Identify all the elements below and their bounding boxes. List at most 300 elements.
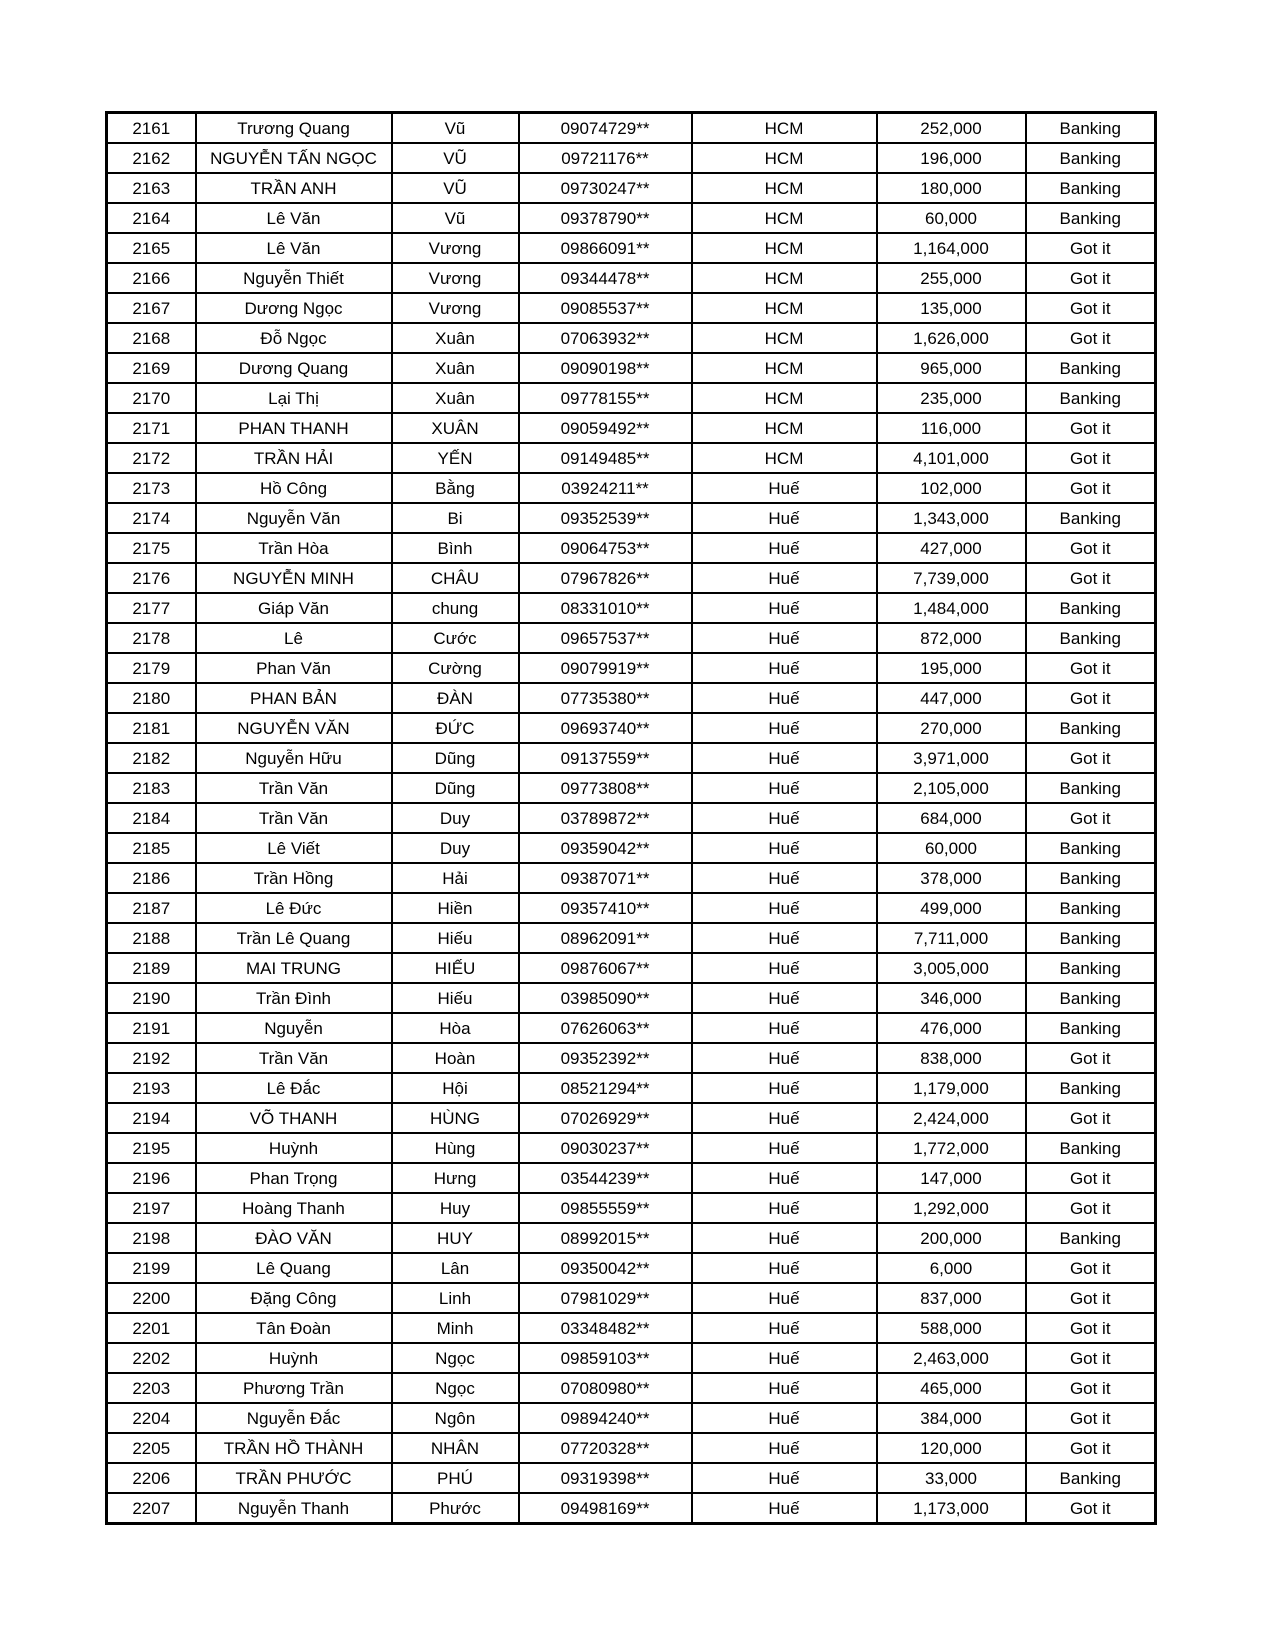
table-row <box>107 1493 1156 1524</box>
cell-id: 2180 <box>107 683 196 713</box>
cell-id: 2186 <box>107 863 196 893</box>
cell-first-name: Hoàng Thanh <box>196 1193 392 1223</box>
cell-status: Got it <box>1026 1313 1156 1343</box>
cell-status: Banking <box>1026 713 1156 743</box>
cell-phone: 09721176** <box>519 143 692 173</box>
cell-phone: 08331010** <box>519 593 692 623</box>
cell-id: 2179 <box>107 653 196 683</box>
table-row <box>107 743 1156 773</box>
cell-amount: 116,000 <box>877 413 1026 443</box>
table-row <box>107 1133 1156 1163</box>
cell-first-name: Trương Quang <box>196 113 392 144</box>
cell-first-name: Trần Đình <box>196 983 392 1013</box>
table-row <box>107 203 1156 233</box>
cell-status: Banking <box>1026 593 1156 623</box>
cell-city: Huế <box>692 893 877 923</box>
cell-last-name: Hoàn <box>392 1043 519 1073</box>
table-row <box>107 1013 1156 1043</box>
cell-status: Got it <box>1026 443 1156 473</box>
cell-city: Huế <box>692 653 877 683</box>
cell-last-name: Ngọc <box>392 1373 519 1403</box>
cell-id: 2162 <box>107 143 196 173</box>
table-row <box>107 1253 1156 1283</box>
cell-last-name: HUY <box>392 1223 519 1253</box>
cell-city: Huế <box>692 1223 877 1253</box>
cell-amount: 499,000 <box>877 893 1026 923</box>
cell-first-name: Dương Quang <box>196 353 392 383</box>
cell-id: 2191 <box>107 1013 196 1043</box>
cell-last-name: XUÂN <box>392 413 519 443</box>
cell-status: Got it <box>1026 233 1156 263</box>
cell-last-name: CHÂU <box>392 563 519 593</box>
cell-status: Banking <box>1026 1013 1156 1043</box>
cell-phone: 09855559** <box>519 1193 692 1223</box>
cell-last-name: ĐỨC <box>392 713 519 743</box>
cell-amount: 588,000 <box>877 1313 1026 1343</box>
cell-amount: 838,000 <box>877 1043 1026 1073</box>
cell-city: HCM <box>692 293 877 323</box>
cell-status: Banking <box>1026 1463 1156 1493</box>
table-row <box>107 653 1156 683</box>
cell-amount: 837,000 <box>877 1283 1026 1313</box>
cell-id: 2199 <box>107 1253 196 1283</box>
cell-city: Huế <box>692 863 877 893</box>
table-row <box>107 173 1156 203</box>
cell-phone: 07063932** <box>519 323 692 353</box>
cell-city: Huế <box>692 563 877 593</box>
cell-city: Huế <box>692 1463 877 1493</box>
cell-phone: 09085537** <box>519 293 692 323</box>
cell-status: Got it <box>1026 1193 1156 1223</box>
cell-phone: 09859103** <box>519 1343 692 1373</box>
cell-amount: 1,173,000 <box>877 1493 1026 1524</box>
cell-id: 2170 <box>107 383 196 413</box>
cell-last-name: Vũ <box>392 113 519 144</box>
cell-first-name: TRẦN HẢI <box>196 443 392 473</box>
table-row <box>107 563 1156 593</box>
cell-phone: 09378790** <box>519 203 692 233</box>
cell-id: 2181 <box>107 713 196 743</box>
cell-amount: 2,105,000 <box>877 773 1026 803</box>
cell-last-name: chung <box>392 593 519 623</box>
cell-first-name: Phương Trần <box>196 1373 392 1403</box>
cell-phone: 09657537** <box>519 623 692 653</box>
cell-city: Huế <box>692 473 877 503</box>
table-row <box>107 983 1156 1013</box>
cell-last-name: HIẾU <box>392 953 519 983</box>
cell-amount: 872,000 <box>877 623 1026 653</box>
cell-city: Huế <box>692 593 877 623</box>
cell-phone: 09357410** <box>519 893 692 923</box>
cell-id: 2172 <box>107 443 196 473</box>
table-row <box>107 953 1156 983</box>
table-row <box>107 1043 1156 1073</box>
cell-id: 2198 <box>107 1223 196 1253</box>
cell-city: Huế <box>692 923 877 953</box>
cell-last-name: Huy <box>392 1193 519 1223</box>
cell-amount: 7,711,000 <box>877 923 1026 953</box>
table-row <box>107 503 1156 533</box>
cell-status: Got it <box>1026 473 1156 503</box>
cell-last-name: HÙNG <box>392 1103 519 1133</box>
table-body <box>107 113 1156 1524</box>
table-row <box>107 263 1156 293</box>
cell-phone: 08521294** <box>519 1073 692 1103</box>
cell-phone: 09730247** <box>519 173 692 203</box>
cell-city: Huế <box>692 1073 877 1103</box>
cell-city: Huế <box>692 503 877 533</box>
cell-first-name: NGUYỄN TẤN NGỌC <box>196 143 392 173</box>
cell-amount: 384,000 <box>877 1403 1026 1433</box>
cell-city: HCM <box>692 383 877 413</box>
cell-id: 2196 <box>107 1163 196 1193</box>
cell-phone: 07720328** <box>519 1433 692 1463</box>
table-row <box>107 593 1156 623</box>
table-row <box>107 143 1156 173</box>
cell-amount: 3,971,000 <box>877 743 1026 773</box>
cell-phone: 07735380** <box>519 683 692 713</box>
cell-phone: 03924211** <box>519 473 692 503</box>
cell-phone: 03544239** <box>519 1163 692 1193</box>
cell-last-name: Xuân <box>392 353 519 383</box>
cell-status: Got it <box>1026 293 1156 323</box>
cell-city: HCM <box>692 323 877 353</box>
cell-first-name: Nguyễn Thiết <box>196 263 392 293</box>
cell-first-name: VÕ THANH <box>196 1103 392 1133</box>
cell-status: Got it <box>1026 1283 1156 1313</box>
cell-status: Got it <box>1026 1433 1156 1463</box>
table-row <box>107 893 1156 923</box>
cell-amount: 235,000 <box>877 383 1026 413</box>
cell-phone: 09149485** <box>519 443 692 473</box>
cell-status: Banking <box>1026 203 1156 233</box>
cell-status: Banking <box>1026 863 1156 893</box>
cell-id: 2202 <box>107 1343 196 1373</box>
cell-amount: 427,000 <box>877 533 1026 563</box>
cell-first-name: NGUYỄN MINH <box>196 563 392 593</box>
cell-id: 2197 <box>107 1193 196 1223</box>
cell-city: Huế <box>692 983 877 1013</box>
cell-phone: 07967826** <box>519 563 692 593</box>
cell-phone: 09387071** <box>519 863 692 893</box>
cell-phone: 03348482** <box>519 1313 692 1343</box>
cell-city: HCM <box>692 173 877 203</box>
cell-phone: 09894240** <box>519 1403 692 1433</box>
cell-first-name: Phan Trọng <box>196 1163 392 1193</box>
cell-status: Banking <box>1026 173 1156 203</box>
cell-last-name: Hùng <box>392 1133 519 1163</box>
table-row <box>107 293 1156 323</box>
cell-id: 2184 <box>107 803 196 833</box>
cell-first-name: Lê Quang <box>196 1253 392 1283</box>
cell-id: 2187 <box>107 893 196 923</box>
cell-first-name: NGUYỄN VĂN <box>196 713 392 743</box>
table-row <box>107 443 1156 473</box>
cell-id: 2183 <box>107 773 196 803</box>
cell-last-name: Dũng <box>392 773 519 803</box>
cell-city: Huế <box>692 743 877 773</box>
cell-amount: 60,000 <box>877 833 1026 863</box>
cell-amount: 252,000 <box>877 113 1026 144</box>
cell-id: 2168 <box>107 323 196 353</box>
cell-first-name: Lê Văn <box>196 203 392 233</box>
cell-last-name: NHÂN <box>392 1433 519 1463</box>
cell-last-name: Xuân <box>392 323 519 353</box>
cell-phone: 03985090** <box>519 983 692 1013</box>
cell-amount: 1,772,000 <box>877 1133 1026 1163</box>
cell-id: 2165 <box>107 233 196 263</box>
cell-first-name: ĐÀO VĂN <box>196 1223 392 1253</box>
cell-status: Got it <box>1026 1103 1156 1133</box>
cell-status: Got it <box>1026 1253 1156 1283</box>
cell-status: Banking <box>1026 383 1156 413</box>
table-row <box>107 1283 1156 1313</box>
cell-first-name: TRẦN HỒ THÀNH <box>196 1433 392 1463</box>
cell-id: 2174 <box>107 503 196 533</box>
table-row <box>107 1403 1156 1433</box>
cell-amount: 2,463,000 <box>877 1343 1026 1373</box>
records-table <box>105 111 1157 1525</box>
cell-status: Banking <box>1026 143 1156 173</box>
cell-city: HCM <box>692 203 877 233</box>
cell-amount: 684,000 <box>877 803 1026 833</box>
cell-city: Huế <box>692 1373 877 1403</box>
cell-id: 2192 <box>107 1043 196 1073</box>
cell-last-name: YẾN <box>392 443 519 473</box>
cell-phone: 09352539** <box>519 503 692 533</box>
cell-first-name: Lê Viết <box>196 833 392 863</box>
cell-phone: 09498169** <box>519 1493 692 1524</box>
table-row <box>107 473 1156 503</box>
table-row <box>107 1343 1156 1373</box>
cell-phone: 09352392** <box>519 1043 692 1073</box>
cell-status: Got it <box>1026 323 1156 353</box>
cell-last-name: ĐÀN <box>392 683 519 713</box>
cell-last-name: Ngôn <box>392 1403 519 1433</box>
cell-city: Huế <box>692 1493 877 1524</box>
cell-phone: 09137559** <box>519 743 692 773</box>
cell-status: Got it <box>1026 653 1156 683</box>
cell-id: 2182 <box>107 743 196 773</box>
cell-phone: 09350042** <box>519 1253 692 1283</box>
cell-city: Huế <box>692 533 877 563</box>
cell-first-name: Nguyễn Thanh <box>196 1493 392 1524</box>
table-row <box>107 1433 1156 1463</box>
cell-city: HCM <box>692 443 877 473</box>
cell-last-name: Bằng <box>392 473 519 503</box>
cell-id: 2203 <box>107 1373 196 1403</box>
cell-city: Huế <box>692 623 877 653</box>
cell-first-name: Lại Thị <box>196 383 392 413</box>
cell-city: Huế <box>692 1193 877 1223</box>
cell-phone: 09866091** <box>519 233 692 263</box>
cell-phone: 09693740** <box>519 713 692 743</box>
cell-status: Got it <box>1026 1403 1156 1433</box>
cell-status: Banking <box>1026 923 1156 953</box>
table-row <box>107 1463 1156 1493</box>
cell-phone: 09074729** <box>519 113 692 144</box>
cell-phone: 09090198** <box>519 353 692 383</box>
cell-last-name: VŨ <box>392 143 519 173</box>
cell-city: Huế <box>692 1013 877 1043</box>
cell-amount: 200,000 <box>877 1223 1026 1253</box>
cell-first-name: TRẦN ANH <box>196 173 392 203</box>
cell-amount: 6,000 <box>877 1253 1026 1283</box>
cell-amount: 4,101,000 <box>877 443 1026 473</box>
table-row <box>107 413 1156 443</box>
cell-city: HCM <box>692 113 877 144</box>
cell-amount: 965,000 <box>877 353 1026 383</box>
cell-amount: 147,000 <box>877 1163 1026 1193</box>
table-row <box>107 533 1156 563</box>
cell-amount: 195,000 <box>877 653 1026 683</box>
cell-phone: 07026929** <box>519 1103 692 1133</box>
cell-city: Huế <box>692 833 877 863</box>
cell-city: HCM <box>692 143 877 173</box>
table-row <box>107 323 1156 353</box>
cell-last-name: Hội <box>392 1073 519 1103</box>
cell-amount: 102,000 <box>877 473 1026 503</box>
cell-amount: 120,000 <box>877 1433 1026 1463</box>
table-row <box>107 923 1156 953</box>
cell-amount: 180,000 <box>877 173 1026 203</box>
cell-id: 2175 <box>107 533 196 563</box>
cell-id: 2176 <box>107 563 196 593</box>
cell-phone: 09064753** <box>519 533 692 563</box>
cell-status: Banking <box>1026 113 1156 144</box>
cell-first-name: Lê Văn <box>196 233 392 263</box>
cell-status: Got it <box>1026 743 1156 773</box>
cell-id: 2167 <box>107 293 196 323</box>
cell-last-name: Vương <box>392 233 519 263</box>
cell-first-name: Đặng Công <box>196 1283 392 1313</box>
cell-id: 2204 <box>107 1403 196 1433</box>
cell-first-name: Lê Đắc <box>196 1073 392 1103</box>
cell-status: Banking <box>1026 773 1156 803</box>
cell-id: 2185 <box>107 833 196 863</box>
table-row <box>107 683 1156 713</box>
cell-id: 2177 <box>107 593 196 623</box>
table-row <box>107 1223 1156 1253</box>
cell-first-name: Nguyễn Hữu <box>196 743 392 773</box>
cell-first-name: TRẦN PHƯỚC <box>196 1463 392 1493</box>
cell-last-name: Linh <box>392 1283 519 1313</box>
cell-last-name: Bi <box>392 503 519 533</box>
cell-status: Banking <box>1026 893 1156 923</box>
cell-first-name: Huỳnh <box>196 1133 392 1163</box>
cell-status: Got it <box>1026 1493 1156 1524</box>
cell-amount: 447,000 <box>877 683 1026 713</box>
table-row <box>107 713 1156 743</box>
table-row <box>107 383 1156 413</box>
cell-phone: 09079919** <box>519 653 692 683</box>
table-row <box>107 833 1156 863</box>
cell-last-name: Cường <box>392 653 519 683</box>
cell-first-name: MAI TRUNG <box>196 953 392 983</box>
cell-city: HCM <box>692 263 877 293</box>
cell-id: 2201 <box>107 1313 196 1343</box>
cell-city: Huế <box>692 683 877 713</box>
cell-last-name: Hiền <box>392 893 519 923</box>
cell-last-name: Minh <box>392 1313 519 1343</box>
cell-first-name: Nguyễn <box>196 1013 392 1043</box>
cell-amount: 1,179,000 <box>877 1073 1026 1103</box>
cell-city: Huế <box>692 1283 877 1313</box>
table-row <box>107 1103 1156 1133</box>
cell-phone: 09778155** <box>519 383 692 413</box>
cell-first-name: Trần Văn <box>196 773 392 803</box>
cell-amount: 135,000 <box>877 293 1026 323</box>
cell-first-name: Trần Hòa <box>196 533 392 563</box>
table-row <box>107 1373 1156 1403</box>
cell-id: 2173 <box>107 473 196 503</box>
cell-status: Got it <box>1026 413 1156 443</box>
cell-first-name: Tân Đoàn <box>196 1313 392 1343</box>
cell-status: Banking <box>1026 953 1156 983</box>
cell-amount: 60,000 <box>877 203 1026 233</box>
cell-id: 2171 <box>107 413 196 443</box>
cell-city: HCM <box>692 353 877 383</box>
cell-status: Got it <box>1026 1343 1156 1373</box>
cell-city: Huế <box>692 1343 877 1373</box>
cell-id: 2193 <box>107 1073 196 1103</box>
cell-amount: 1,164,000 <box>877 233 1026 263</box>
cell-amount: 1,292,000 <box>877 1193 1026 1223</box>
cell-city: Huế <box>692 1403 877 1433</box>
cell-amount: 7,739,000 <box>877 563 1026 593</box>
cell-city: Huế <box>692 953 877 983</box>
cell-phone: 07981029** <box>519 1283 692 1313</box>
cell-city: Huế <box>692 1163 877 1193</box>
cell-id: 2205 <box>107 1433 196 1463</box>
cell-id: 2194 <box>107 1103 196 1133</box>
table-row <box>107 1193 1156 1223</box>
cell-amount: 476,000 <box>877 1013 1026 1043</box>
cell-id: 2178 <box>107 623 196 653</box>
cell-last-name: Vương <box>392 293 519 323</box>
cell-id: 2164 <box>107 203 196 233</box>
cell-phone: 09030237** <box>519 1133 692 1163</box>
cell-last-name: Hòa <box>392 1013 519 1043</box>
cell-amount: 1,626,000 <box>877 323 1026 353</box>
cell-first-name: Trần Lê Quang <box>196 923 392 953</box>
cell-last-name: Ngọc <box>392 1343 519 1373</box>
table-row <box>107 233 1156 263</box>
cell-first-name: Phan Văn <box>196 653 392 683</box>
cell-last-name: Hiếu <box>392 923 519 953</box>
cell-id: 2207 <box>107 1493 196 1524</box>
cell-status: Got it <box>1026 533 1156 563</box>
cell-last-name: Hưng <box>392 1163 519 1193</box>
cell-phone: 09059492** <box>519 413 692 443</box>
cell-last-name: Vương <box>392 263 519 293</box>
cell-id: 2206 <box>107 1463 196 1493</box>
table-row <box>107 1073 1156 1103</box>
table-row <box>107 863 1156 893</box>
cell-first-name: Dương Ngọc <box>196 293 392 323</box>
cell-amount: 196,000 <box>877 143 1026 173</box>
cell-phone: 07626063** <box>519 1013 692 1043</box>
cell-id: 2169 <box>107 353 196 383</box>
cell-last-name: Duy <box>392 833 519 863</box>
cell-status: Got it <box>1026 1043 1156 1073</box>
cell-status: Got it <box>1026 263 1156 293</box>
table-row <box>107 803 1156 833</box>
cell-status: Got it <box>1026 803 1156 833</box>
cell-status: Got it <box>1026 563 1156 593</box>
table-row <box>107 113 1156 144</box>
table-row <box>107 623 1156 653</box>
